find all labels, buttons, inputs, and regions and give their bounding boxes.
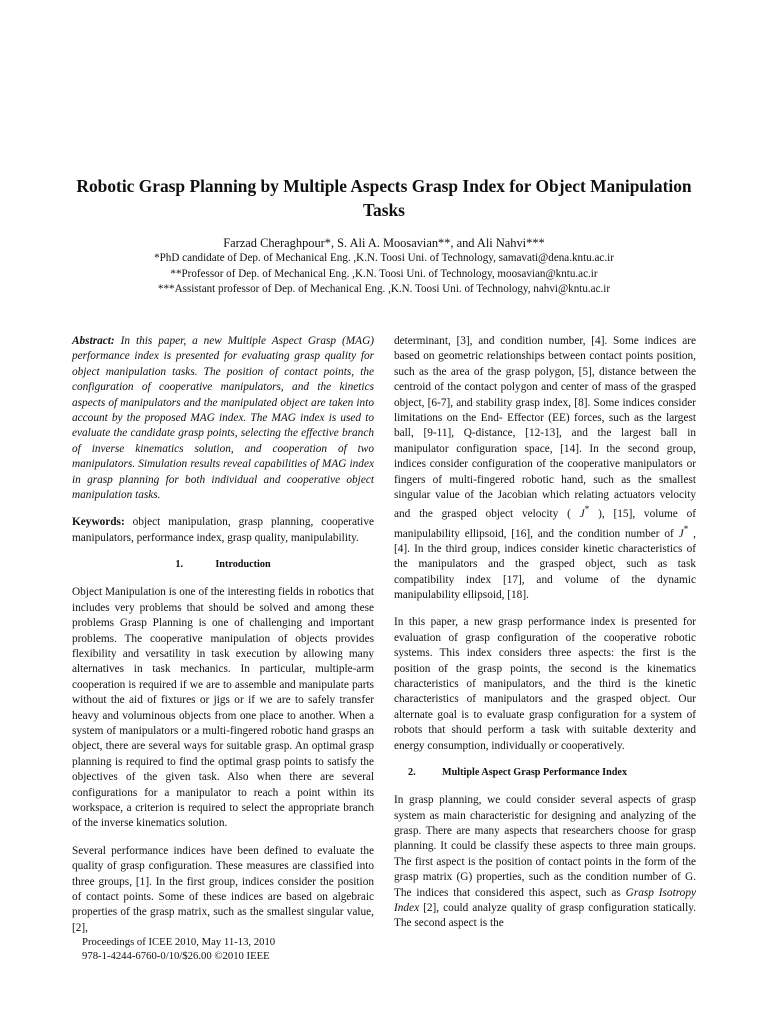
intro-paragraph-3-part-a: determinant, [3], and condition number, [4]. Some indices are based on geometric relationships between contact points position, such as the area of the grasp polygon, [5], distance between the centroid of the contact polygon and center of mass of the grasped object, [6-7], and stability grasp index, [8]. Some indices consider limitations on the End- Effector (EE) forces, such as the largest ball, [9-11], Q-distance, [12-13], and the largest ball in manipulator configuration space, [14]. In the second group, indices consider configuration of the cooperative manipulators or fingers of multi-fingered robotic hand, such as the smallest singular value of the Jacobian which relating actuators velocity and the grasped object velocity ( [394,335,696,521]
section-1-title: Introduction [215,559,271,571]
affiliation-2: **Professor of Dep. of Mechanical Eng. ,K.N. Toosi Uni. of Technology, moosavian@kntu.ac.ir [170,268,598,280]
keywords [72,515,374,546]
jacobian-symbol: J [579,508,585,521]
section-1-number: 1. [175,559,183,571]
intro-paragraph-3-part-b: ), [15], volume of manipulability ellipsoid, [16], and the condition number of [394,508,696,540]
paper-title: Robotic Grasp Planning by Multiple Aspects Grasp Index for Object Manipulation Tasks [76,176,692,220]
intro-paragraph-2: Several performance indices have been defined to evaluate the quality of grasp configuration. These measures are classified into three groups, [1]. In the first group, indices consider the position of contact points. Some of these indices are based on algebraic properties of the grasp matrix, such as the smallest singular value, [2], [72,844,374,934]
intro-paragraph-3 [394,334,696,603]
section-2-paragraph-1 [394,793,696,932]
jacobian-superscript: * [584,505,590,516]
abstract [72,334,374,503]
footer-copyright-line: 978-1-4244-6760-0/10/$26.00 ©2010 IEEE [82,949,270,962]
right-column [394,334,696,944]
section-2-heading [394,766,696,780]
keywords-label: Keywords: [72,516,125,529]
intro-paragraph-4: In this paper, a new grasp performance index is presented for evaluation of grasp configuration of the cooperative robotic systems. This index considers three aspects: the first is the position of the grasp points, the second is the kinematics characteristics of manipulators, and the third is the kinetic characteristics of manipulators and the grasped object. Our alternate goal is to evaluate grasp configuration for a system of robots that should perform a task with suitable dexterity and energy consumption, individually or cooperatively. [394,616,696,752]
proceedings-footer [82,936,275,963]
grasp-isotropy-index-term: Grasp Isotropy Index [394,886,696,914]
footer-proceedings-line: Proceedings of ICEE 2010, May 11-13, 2010 [82,936,276,948]
jacobian-symbol-2: J [678,527,684,540]
section-2-paragraph-1-part-b: [2], could analyze quality of grasp configuration statically. The second aspect is the [394,901,696,930]
affiliation-1: *PhD candidate of Dep. of Mechanical Eng. ,K.N. Toosi Uni. of Technology, samavati@dena.kntu.ac.ir [154,252,614,264]
section-1-heading [72,558,374,572]
author-list: Farzad Cheraghpour*, S. Ali A. Moosavian**, and Ali Nahvi*** [223,236,545,250]
abstract-text: In this paper, a new Multiple Aspect Grasp (MAG) performance index is presented for evaluating grasp quality for object manipulation tasks. The position of contact points, the configuration of cooperative manipulators, and the kinetics aspects of manipulators and the manipulated object are taken into account by the proposed MAG index. The MAG index is used to evaluate the candidate grasp points, selecting the effective branch of inverse kinematics solution, and cooperation of two manipulators. Simulation results reveal capabilities of MAG index in grasp planning for both individual and cooperative object manipulation tasks. [72,335,374,502]
affiliation-3: ***Assistant professor of Dep. of Mechanical Eng. ,K.N. Toosi Uni. of Technology, nahvi@kntu.ac.ir [157,283,611,295]
jacobian-superscript-2: * [683,524,689,535]
section-2-paragraph-1-part-a: In grasp planning, we could consider several aspects of grasp system as main characteristic for designing and analyzing of the grasp. There are many aspects that researchers choose for grasp planning. It could be classify these aspects to three main groups. The first aspect is the position of contact points in the form of the grasp matrix (G) properties, such as the condition number of G. The indices that considered this aspect, such as [394,794,696,899]
section-2-number: 2. [408,767,416,779]
intro-paragraph-1: Object Manipulation is one of the interesting fields in robotics that includes very problems that should be solved and among these problems Grasp Planning is one of challenging and important problems. The cooperative manipulation of objects provides flexibility and versatility in task execution by allowing many alternatives in task mechanics. In particular, multiple-arm cooperation is required if we are to assemble and manipulate parts without the aid of fixtures or jigs or if we are to safely transfer heavy and voluminous objects from one place to another. When a system of manipulators or a multi-fingered robotic hand grasps an object, there are several ways for suitable grasp. An optimal grasp planning is required to find the optimal grasp points to satisfy the objectives of the given task. Also when there are several configurations for a manipulator to reach a point within its workspace, a criterion is required to select the appropriate branch of the inverse kinematics solution. [72,586,374,830]
intro-paragraph-3-part-c: , [4]. In the third group, indices consider kinetic characteristics of the manipulators and the grasped object, such as task compatibility index [17], and volume of the dynamic manipulability ellipsoid, [18]. [394,527,696,602]
abstract-label: Abstract: [72,335,115,347]
keywords-text: object manipulation, grasp planning, cooperative manipulators, performance index, grasp quality, manipulability. [72,516,374,544]
left-column [72,334,374,948]
section-2-title: Multiple Aspect Grasp Performance Index [442,767,628,779]
